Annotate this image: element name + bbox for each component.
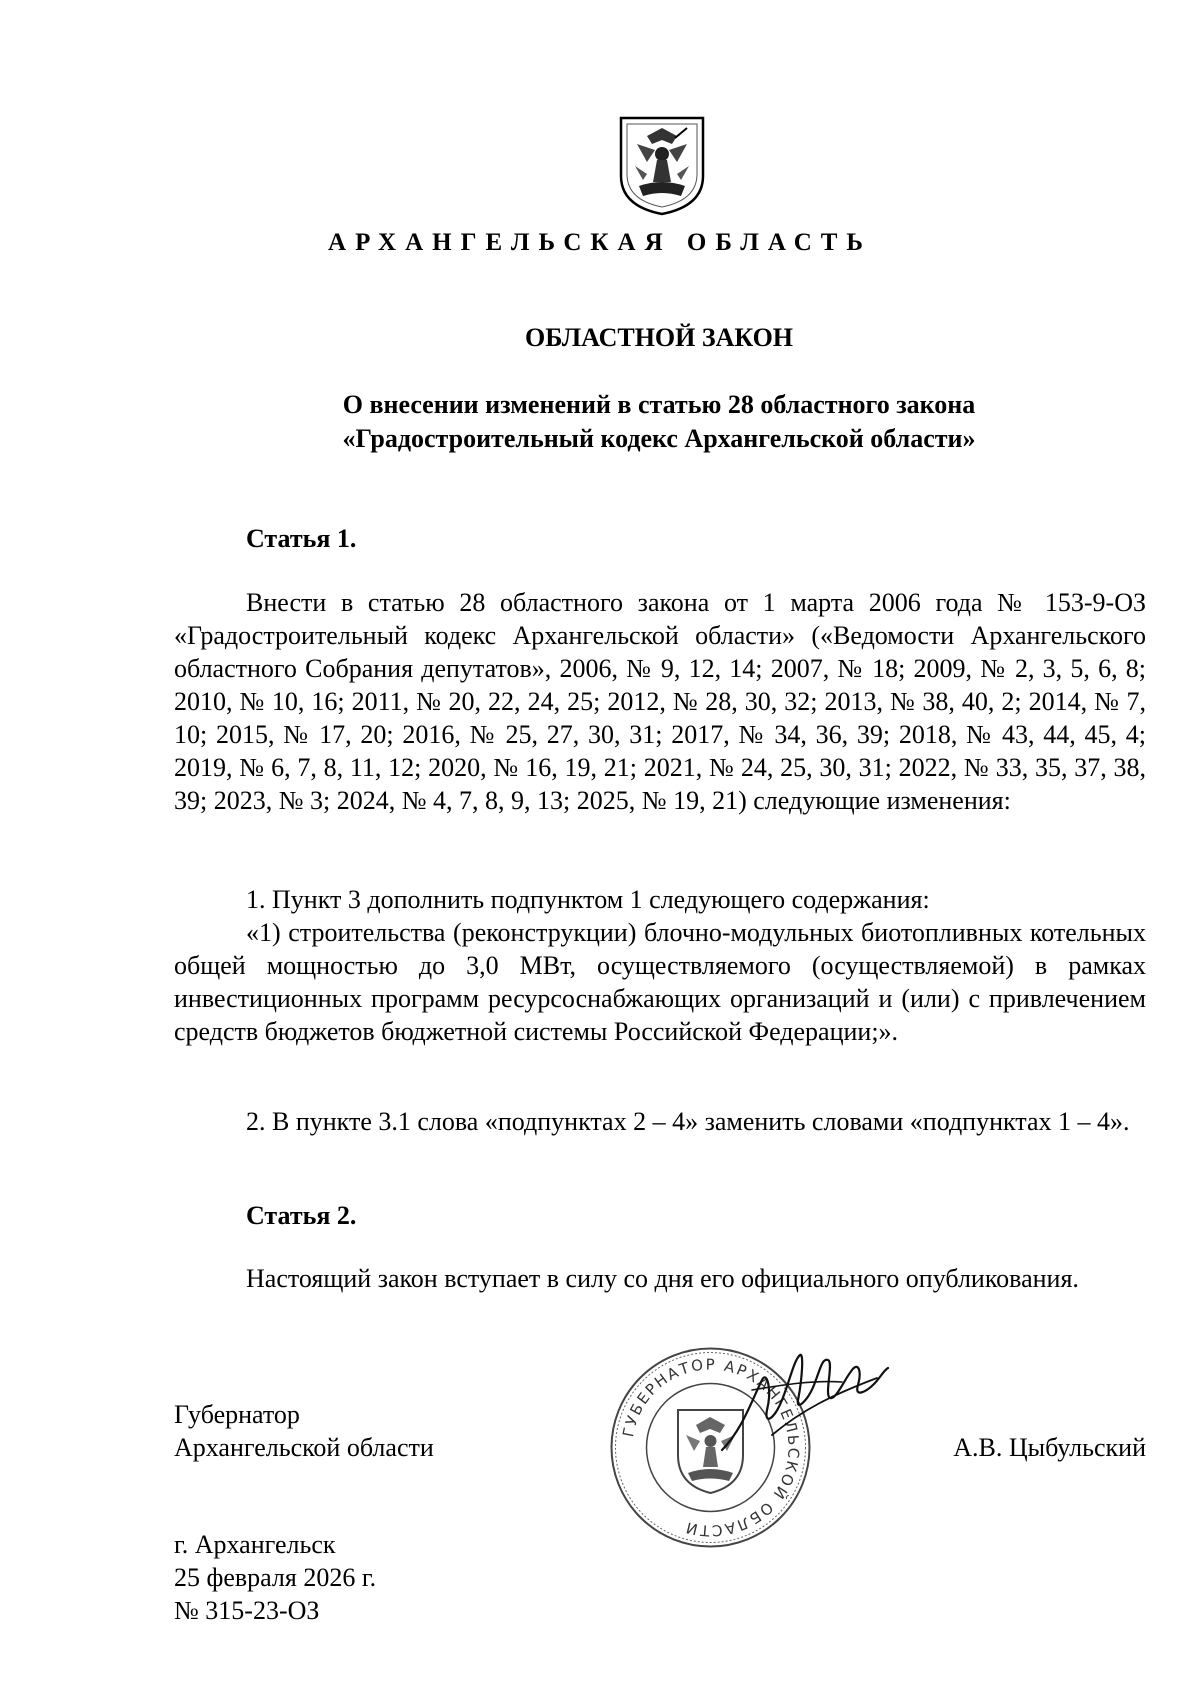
signatory-name: А.В. Цыбульский (953, 1433, 1146, 1462)
position-line-2: Архангельской области (174, 1433, 434, 1462)
region-name: АРХАНГЕЛЬСКАЯ ОБЛАСТЬ (328, 229, 872, 256)
article-2-text: Настоящий закон вступает в силу со дня его официального опубликования. (246, 1264, 1079, 1293)
document-date: 25 февраля 2026 г. (174, 1563, 377, 1592)
document-footer (174, 1528, 376, 1627)
article-1-item-1-text: «1) строительства (реконструкции) блочно-модульных биотопливных котельных общей мощностью до 3,0 МВт, осуществляемого (осуществляемой) в рамках инвестиционных программ ресурсоснабжающих организаций и (или) с привлечением средств бюджетов бюджетной системы Российской Федерации;». (174, 918, 1146, 1046)
signatory-position (174, 1398, 434, 1464)
seal-text: ГУБЕРНАТОР АРХАНГЕЛЬСКОЙ ОБЛАСТИ (619, 1355, 803, 1540)
title-line-2: «Градостроительный кодекс Архангельской области» (342, 424, 976, 453)
city: г. Архангельск (174, 1530, 336, 1559)
article-1-item-2: 2. В пункте 3.1 слова «подпунктах 2 – 4» заменить словами «подпунктах 1 – 4». (246, 1107, 1130, 1136)
article-1-item-1-lead: 1. Пункт 3 дополнить подпунктом 1 следующего содержания: (246, 885, 930, 914)
coat-of-arms-emblem (617, 114, 707, 217)
article-1-heading: Статья 1. (246, 524, 357, 553)
article-1-intro: Внести в статью 28 областного закона от 1 марта 2006 года № 153-9-ОЗ «Градостроительный кодекс Архангельской области» («Ведомости Архангельского областного Собрания депутатов», 2006, № 9, 12, 14; 2007, № 18; 2009, № 2, 3, 5, 6, 8; 2010, № 10, 16; 2011, № 20, 22, 24, 25; 2012, № 28, 30, 32; 2013, № 38, 40, 2; 2014, № 7, 10; 2015, № 17, 20; 2016, № 25, 27, 30, 31; 2017, № 34, 36, 39; 2018, № 43, 44, 45, 4; 2019, № 6, 7, 8, 11, 12; 2020, № 16, 19, 21; 2021, № 24, 25, 30, 31; 2022, № 33, 35, 37, 38, 39; 2023, № 3; 2024, № 4, 7, 8, 9, 13; 2025, № 19, 21) следующие изменения: (174, 588, 1146, 815)
document-type: ОБЛАСТНОЙ ЗАКОН (524, 323, 794, 352)
handwritten-signature (712, 1340, 892, 1470)
position-line-1: Губернатор (174, 1400, 300, 1429)
document-number: № 315-23-ОЗ (174, 1596, 320, 1625)
document-title (0, 388, 1200, 456)
title-line-1: О внесении изменений в статью 28 областного закона (342, 390, 976, 419)
article-2-heading: Статья 2. (246, 1201, 357, 1230)
